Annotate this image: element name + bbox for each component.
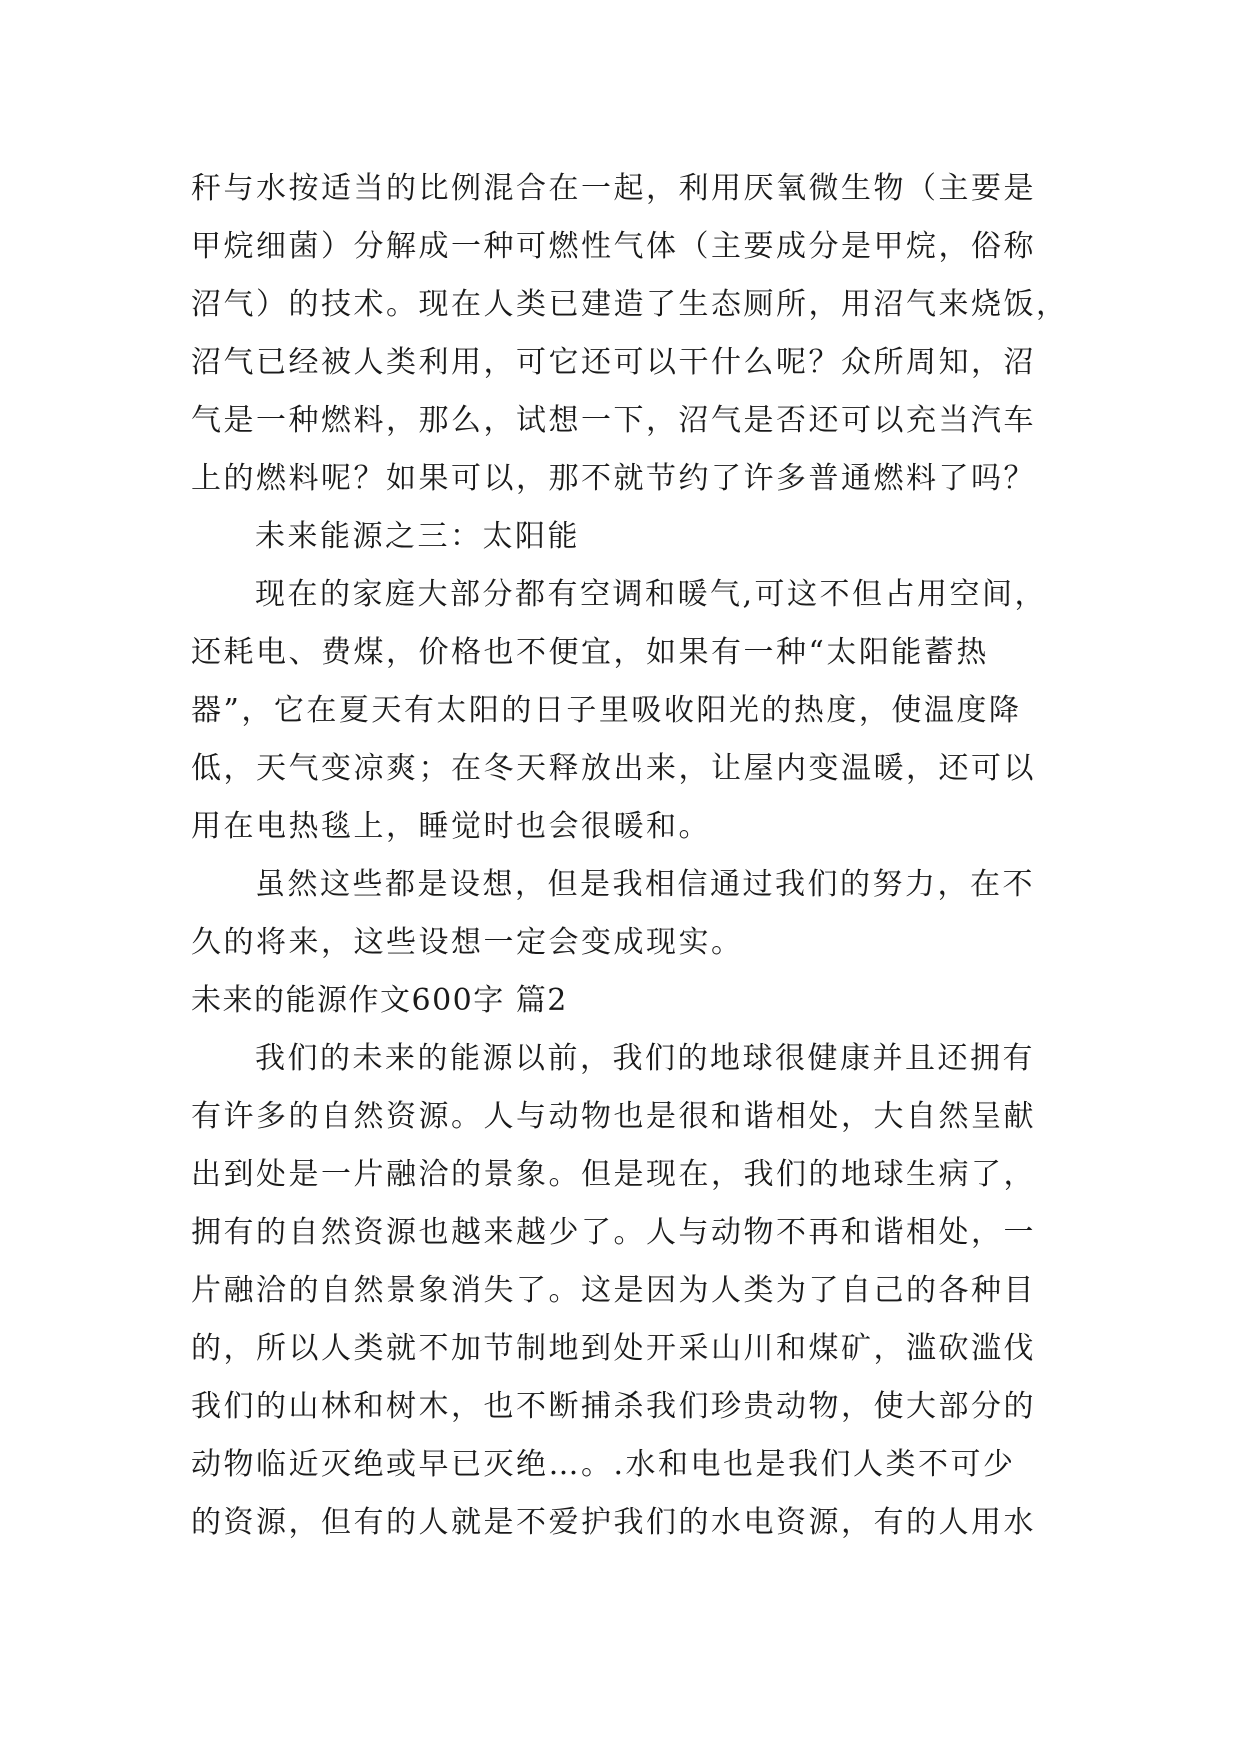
text-line: 我们的山林和树木，也不断捕杀我们珍贵动物，使大部分的 bbox=[191, 1389, 1036, 1424]
text-line: 沼气）的技术。现在人类已建造了生态厕所，用沼气来烧饭， bbox=[191, 287, 1069, 322]
text-line: 上的燃料呢？如果可以，那不就节约了许多普通燃料了吗？ bbox=[191, 461, 1036, 496]
text-line: 出到处是一片融洽的景象。但是现在，我们的地球生病了， bbox=[191, 1157, 1036, 1192]
text-line: 的，所以人类就不加节制地到处开采山川和煤矿，滥砍滥伐 bbox=[191, 1331, 1036, 1366]
text-line: 秆与水按适当的比例混合在一起，利用厌氧微生物（主要是 bbox=[191, 171, 1036, 206]
paragraph-first-line: 我们的未来的能源以前，我们的地球很健康并且还拥有 bbox=[255, 1041, 1035, 1076]
text-line: 气是一种燃料，那么，试想一下，沼气是否还可以充当汽车 bbox=[191, 403, 1036, 438]
text-line: 甲烷细菌）分解成一种可燃性气体（主要成分是甲烷，俗称 bbox=[191, 229, 1036, 264]
document-body bbox=[191, 160, 1069, 1552]
text-line: 器”，它在夏天有太阳的日子里吸收阳光的热度，使温度降 bbox=[191, 693, 1022, 728]
text-line: 片融洽的自然景象消失了。这是因为人类为了自己的各种目 bbox=[191, 1273, 1036, 1308]
text-line: 低，天气变凉爽；在冬天释放出来，让屋内变温暖，还可以 bbox=[191, 751, 1036, 786]
text-line: 拥有的自然资源也越来越少了。人与动物不再和谐相处，一 bbox=[191, 1215, 1036, 1250]
text-line: 用在电热毯上，睡觉时也会很暖和。 bbox=[191, 809, 711, 844]
text-line: 的资源，但有的人就是不爱护我们的水电资源，有的人用水 bbox=[191, 1505, 1036, 1540]
text-line: 久的将来，这些设想一定会变成现实。 bbox=[191, 925, 744, 960]
text-line: 沼气已经被人类利用，可它还可以干什么呢？众所周知，沼 bbox=[191, 345, 1036, 380]
section-heading: 未来能源之三：太阳能 bbox=[255, 519, 580, 554]
article-title: 未来的能源作文600字 篇2 bbox=[191, 983, 568, 1018]
paragraph-first-line: 虽然这些都是设想，但是我相信通过我们的努力，在不 bbox=[255, 867, 1035, 902]
text-line: 还耗电、费煤，价格也不便宜，如果有一种“太阳能蓄热 bbox=[191, 635, 989, 670]
paragraph-first-line: 现在的家庭大部分都有空调和暖气,可这不但占用空间， bbox=[255, 577, 1048, 612]
text-line: 动物临近灭绝或早已灭绝…。.水和电也是我们人类不可少 bbox=[191, 1447, 1016, 1482]
text-line: 有许多的自然资源。人与动物也是很和谐相处，大自然呈献 bbox=[191, 1099, 1036, 1134]
